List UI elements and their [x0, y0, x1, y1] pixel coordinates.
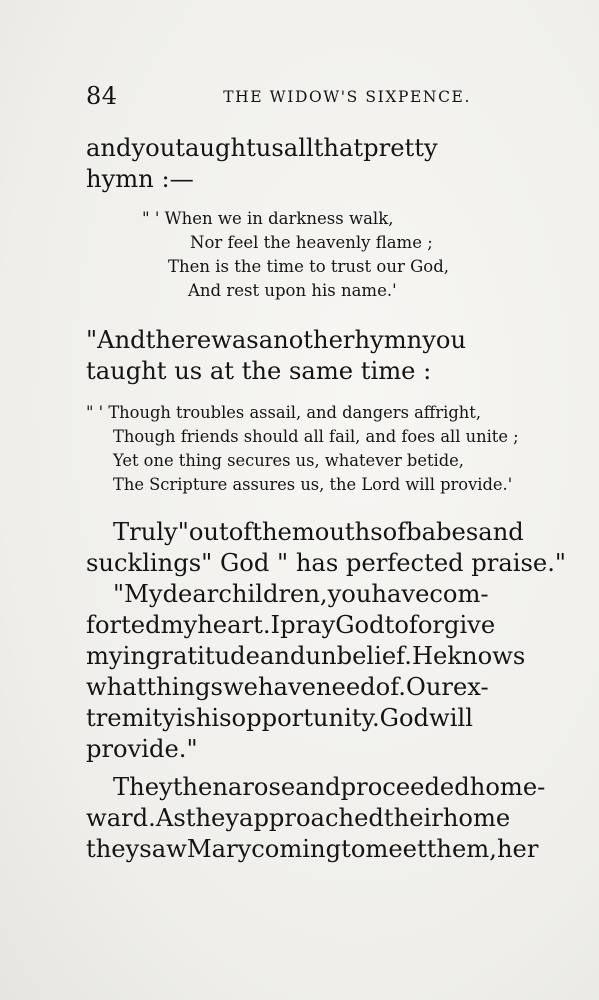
verse-line: Yet one thing secures us, whatever betide, [113, 451, 464, 470]
text-line [86, 641, 551, 672]
verse-line: Nor feel the heavenly flame ; [190, 233, 433, 252]
word: com- [429, 580, 489, 608]
text-line: sucklings" God " has perfected praise." [86, 549, 567, 577]
paragraph-proceeded-home [86, 772, 551, 865]
text-line: taught us at the same time : [86, 357, 432, 385]
word: to [341, 835, 366, 863]
word: dear [162, 580, 219, 608]
word: and [295, 773, 341, 801]
word: us [255, 134, 284, 162]
word: " [113, 580, 125, 608]
word: " [86, 326, 98, 354]
paragraph-dear-children [86, 579, 551, 765]
word: you [327, 580, 372, 608]
word: then [172, 773, 228, 801]
text-line [86, 703, 551, 734]
word: another [258, 326, 355, 354]
word: pray [280, 611, 336, 639]
text-line: provide." [86, 735, 198, 763]
verse-line: " ' When we in darkness walk, [142, 209, 394, 228]
text-line [86, 325, 551, 356]
word: home- [469, 773, 546, 801]
word: my [86, 642, 123, 670]
word: and [259, 642, 306, 670]
running-title: THE WIDOW'S SIXPENCE. [223, 88, 471, 106]
word: his [195, 704, 232, 732]
word: we [222, 673, 258, 701]
word: Mary [186, 835, 252, 863]
word: ward. [86, 804, 156, 832]
word: out [188, 518, 229, 546]
word: saw [139, 835, 187, 863]
word: And [97, 326, 146, 354]
word: her [496, 835, 539, 863]
word: of [228, 518, 253, 546]
word: My [124, 580, 163, 608]
word: ex- [452, 673, 489, 701]
text-line [86, 803, 551, 834]
word: pretty [363, 134, 438, 162]
word: things [146, 673, 223, 701]
word: have [257, 673, 316, 701]
word: is [175, 704, 196, 732]
word: the [252, 518, 292, 546]
word: coming [251, 835, 342, 863]
word: heart. [197, 611, 271, 639]
word: ingratitude [122, 642, 260, 670]
paragraph-continuation [86, 133, 551, 195]
text-line [86, 772, 551, 803]
page-number: 84 [86, 82, 118, 110]
verse-line: The Scripture assures us, the Lord will provide.' [113, 475, 513, 494]
word: They [113, 773, 173, 801]
word: they [86, 835, 140, 863]
word: they [185, 804, 240, 832]
word: what [86, 673, 147, 701]
word: approached [239, 804, 384, 832]
word: all [283, 134, 314, 162]
word: will [429, 704, 473, 732]
hymn-verse-2 [86, 401, 519, 497]
word: taught [175, 134, 256, 162]
word: meet [365, 835, 427, 863]
word: of. [375, 673, 406, 701]
word: " [177, 518, 189, 546]
word: forgive [408, 611, 496, 639]
word: He [411, 642, 448, 670]
word: opportunity. [231, 704, 380, 732]
paragraph-another-hymn [86, 325, 551, 387]
word: proceeded [340, 773, 470, 801]
text-line: hymn :— [86, 165, 194, 193]
page-header [86, 82, 471, 112]
text-line [86, 517, 551, 548]
word: my [160, 611, 198, 639]
word: them, [426, 835, 497, 863]
word: mouths [291, 518, 383, 546]
verse-line: Though friends should all fail, and foes all unite ; [113, 427, 519, 446]
word: and [86, 134, 132, 162]
word: you [131, 134, 176, 162]
word: and [478, 518, 524, 546]
word: knows [447, 642, 526, 670]
word: that [313, 134, 364, 162]
word: Truly [113, 518, 178, 546]
word: their [383, 804, 443, 832]
word: babes [406, 518, 479, 546]
word: there [145, 326, 212, 354]
word: hymn [354, 326, 423, 354]
paragraph-truly [86, 517, 567, 579]
word: arose [227, 773, 296, 801]
word: home [442, 804, 511, 832]
word: unbelief. [305, 642, 412, 670]
text-line [86, 834, 551, 865]
text-line [86, 610, 551, 641]
word: God [335, 611, 385, 639]
verse-line: Then is the time to trust our God, [168, 257, 449, 276]
word: As [155, 804, 186, 832]
text-line [86, 672, 551, 703]
word: Our [406, 673, 453, 701]
word: to [384, 611, 409, 639]
verse-line: And rest upon his name.' [188, 281, 397, 300]
word: children, [218, 580, 328, 608]
text-line [86, 133, 551, 164]
verse-line: " ' Though troubles assail, and dangers affright, [86, 403, 481, 422]
hymn-verse-1 [142, 207, 449, 303]
word: you [422, 326, 467, 354]
word: forted [86, 611, 161, 639]
word: have [371, 580, 430, 608]
word: need [315, 673, 376, 701]
text-line [86, 579, 551, 610]
word: was [211, 326, 259, 354]
word: I [270, 611, 281, 639]
word: of [382, 518, 407, 546]
word: God [379, 704, 430, 732]
word: tremity [86, 704, 176, 732]
